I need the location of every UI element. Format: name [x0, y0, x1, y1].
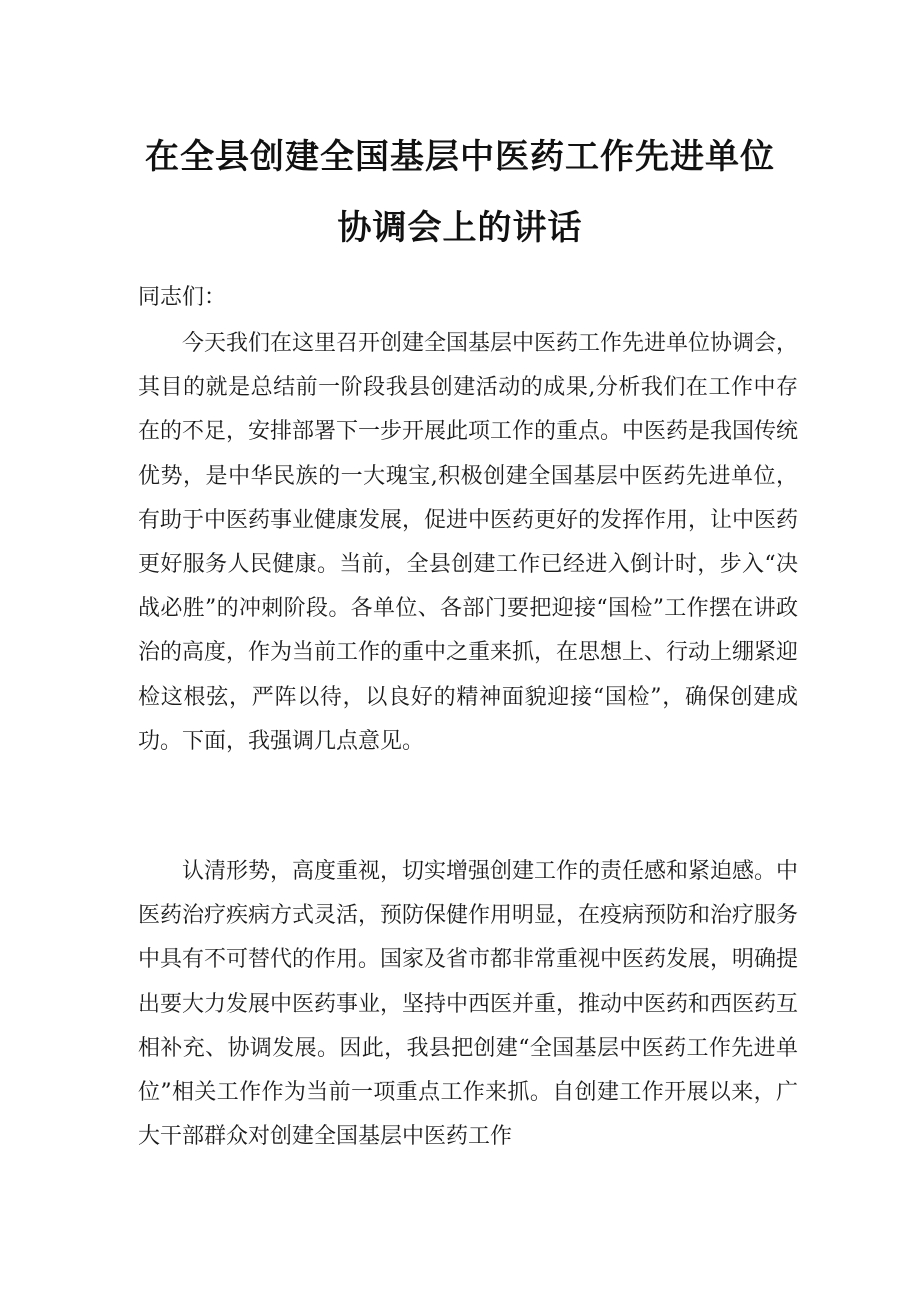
paragraph-2: 认清形势，高度重视，切实增强创建工作的责任感和紧迫感。中医药治疗疾病方式灵活，预防保健作用明显，在疫病预防和治疗服务中具有不可替代的作用。国家及省市都非常重视中医药发展，明确提出要大力发展中医药事业，坚持中西医并重，推动中医药和西医药互相补充、协调发展。因此，我县把创建“全国基层中医药工作先进单位”相关工作作为当前一项重点工作来抓。自创建工作开展以来，广大干部群众对创建全国基层中医药工作: [138, 859, 799, 1150]
salutation: 同志们：: [138, 285, 227, 310]
paragraph-2-container: [138, 850, 798, 1159]
paragraph-1: 今天我们在这里召开创建全国基层中医药工作先进单位协调会，其目的就是总结前一阶段我县创建活动的成果,分析我们在工作中存在的不足，安排部署下一步开展此项工作的重点。中医药是我国传统优势，是中华民族的一大瑰宝,积极创建全国基层中医药先进单位，有助于中医药事业健康发展，促进中医药更好的发挥作用，让中医药更好服务人民健康。当前，全县创建工作已经进入倒计时，步入“决战必胜”的冲刺阶段。各单位、各部门要把迎接“国检”工作摆在讲政治的高度，作为当前工作的重中之重来抓，在思想上、行动上绷紧迎检这根弦，严阵以待，以良好的精神面貌迎接“国检”，确保创建成功。下面，我强调几点意见。: [138, 331, 799, 754]
document-title-line-2: 协调会上的讲话: [337, 208, 583, 248]
document-title-line-1: 在全县创建全国基层中医药工作先进单位: [145, 137, 775, 177]
paragraph-1-container: [138, 322, 798, 764]
